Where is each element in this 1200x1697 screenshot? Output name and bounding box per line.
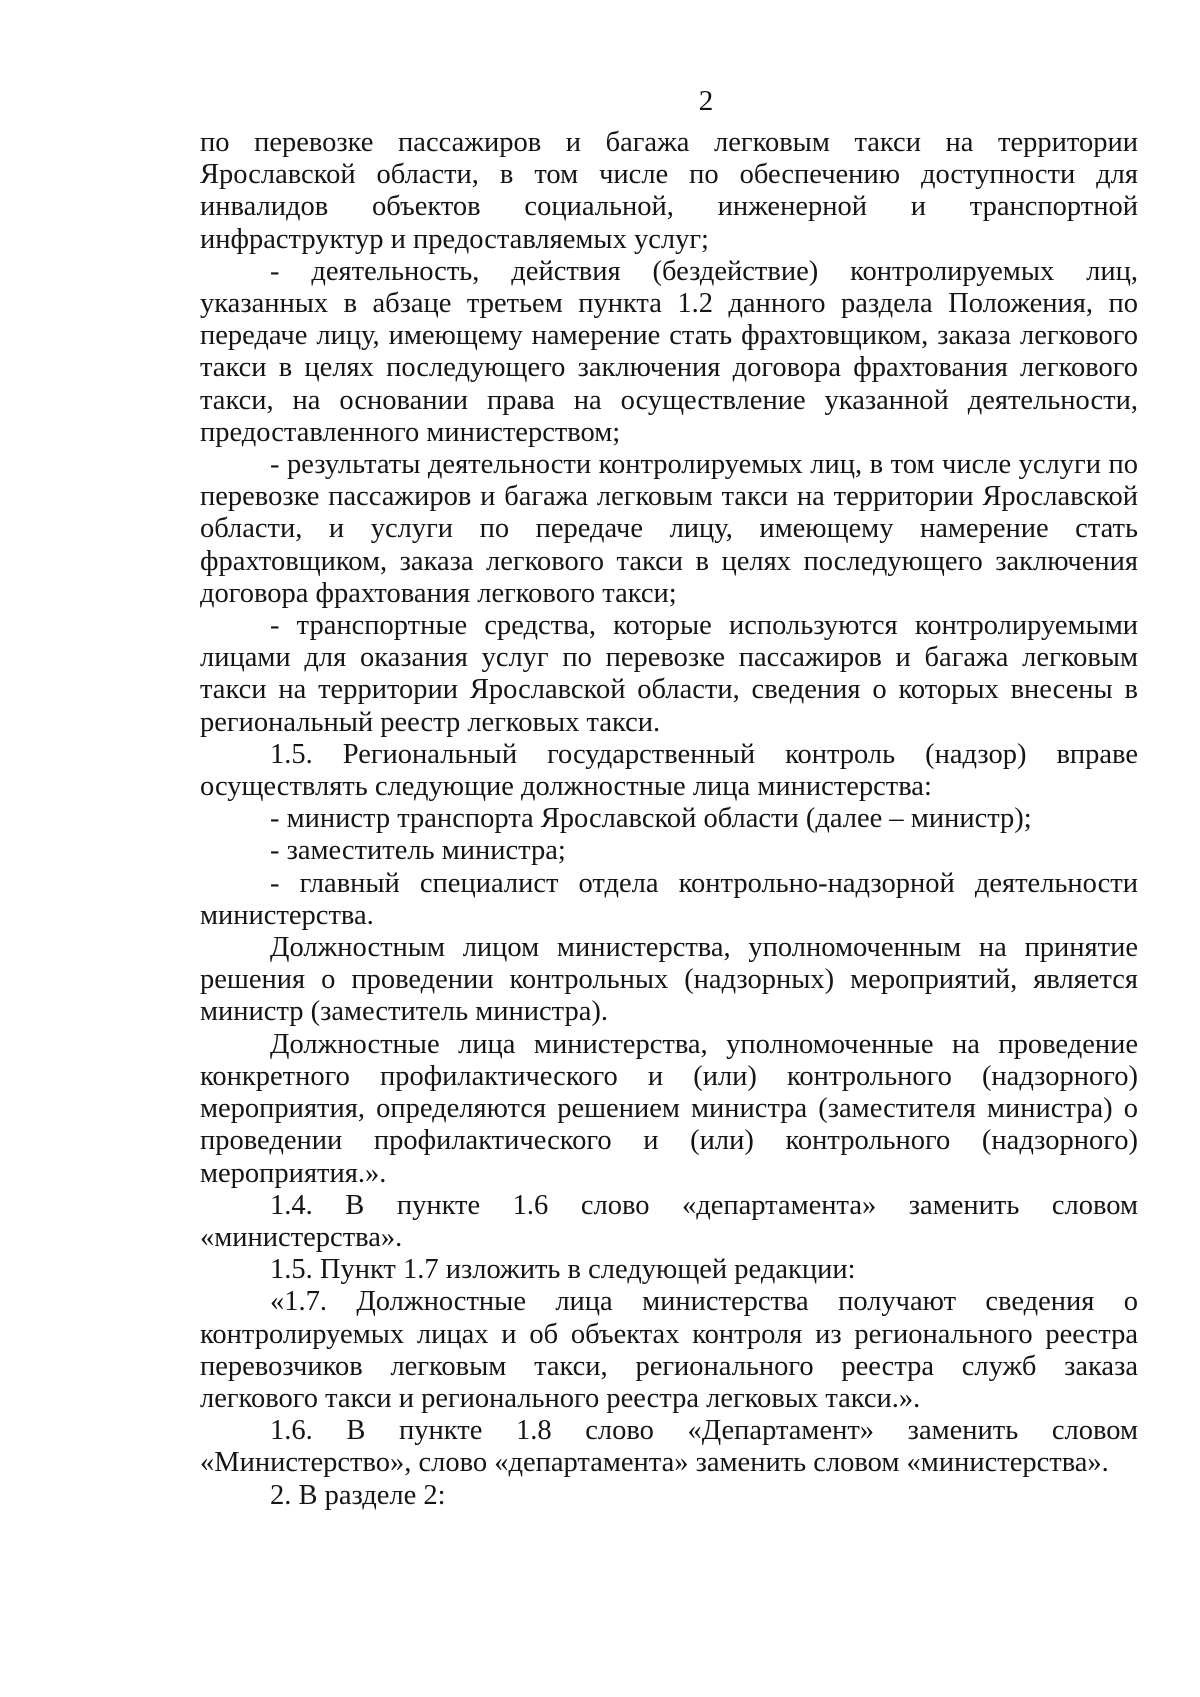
paragraph-1-6-amendment: 1.6. В пункте 1.8 слово «Департамент» заменить словом «Министерство», слово «департамента» заменить словом «министерства». xyxy=(200,1415,1138,1479)
paragraph-1-4-amendment: 1.4. В пункте 1.6 слово «департамента» заменить словом «министерства». xyxy=(200,1189,1138,1253)
paragraph-minister: - министр транспорта Ярославской области (далее – министр); xyxy=(270,803,1032,835)
paragraph-continuation: по перевозке пассажиров и багажа легковым такси на территории Ярославской области, в том числе по обеспечению доступности для инвалидов объектов социальной, инженерной и транспортной инфраструктур и предоставляемых услуг; xyxy=(200,127,1138,255)
paragraph-deputy-minister: - заместитель министра; xyxy=(270,835,566,867)
paragraph-vehicles: - транспортные средства, которые используются контролируемыми лицами для оказания услуг по перевозке пассажиров и багажа легковым такси на территории Ярославской области, сведения о которых внесены в региональный реестр легковых такси. xyxy=(200,610,1138,738)
paragraph-1-7-new-text: «1.7. Должностные лица министерства получают сведения о контролируемых лицах и об объектах контроля из регионального реестра перевозчиков легковым такси, регионального реестра служб заказа легкового такси и регионального реестра легковых такси.». xyxy=(200,1286,1138,1414)
paragraph-1-5-amendment: 1.5. Пункт 1.7 изложить в следующей редакции: xyxy=(270,1254,856,1286)
paragraph-authorized-officials: Должностные лица министерства, уполномоченные на проведение конкретного профилактического и (или) контрольного (надзорного) мероприятия, определяются решением министра (заместителя министра) о проведении профилактического и (или) контрольного (надзорного) мероприятия.». xyxy=(200,1028,1138,1189)
paragraph-activity: - деятельность, действия (бездействие) контролируемых лиц, указанных в абзаце третьем пункта 1.2 данного раздела Положения, по передаче лицу, имеющему намерение стать фрахтовщиком, заказа легкового такси в целях последующего заключения договора фрахтования легкового такси, на основании права на осуществление указанной деятельности, предоставленного министерством; xyxy=(200,255,1138,448)
paragraph-section-2: 2. В разделе 2: xyxy=(270,1479,446,1511)
paragraph-chief-specialist: - главный специалист отдела контрольно-надзорной деятельности министерства. xyxy=(200,867,1138,931)
paragraph-1-5-officials: 1.5. Региональный государственный контроль (надзор) вправе осуществлять следующие должностные лица министерства: xyxy=(200,738,1138,803)
paragraph-results: - результаты деятельности контролируемых лиц, в том числе услуги по перевозке пассажиров и багажа легковым такси на территории Ярославской области, и услуги по передаче лицу, имеющему намерение стать фрахтовщиком, заказа легкового такси в целях последующего заключения договора фрахтования легкового такси; xyxy=(200,449,1138,609)
page-number: 2 xyxy=(698,85,714,117)
document-body xyxy=(200,127,1138,1512)
paragraph-authorized-official: Должностным лицом министерства, уполномоченным на принятие решения о проведении контрольных (надзорных) мероприятий, является министр (заместитель министра). xyxy=(200,932,1138,1028)
